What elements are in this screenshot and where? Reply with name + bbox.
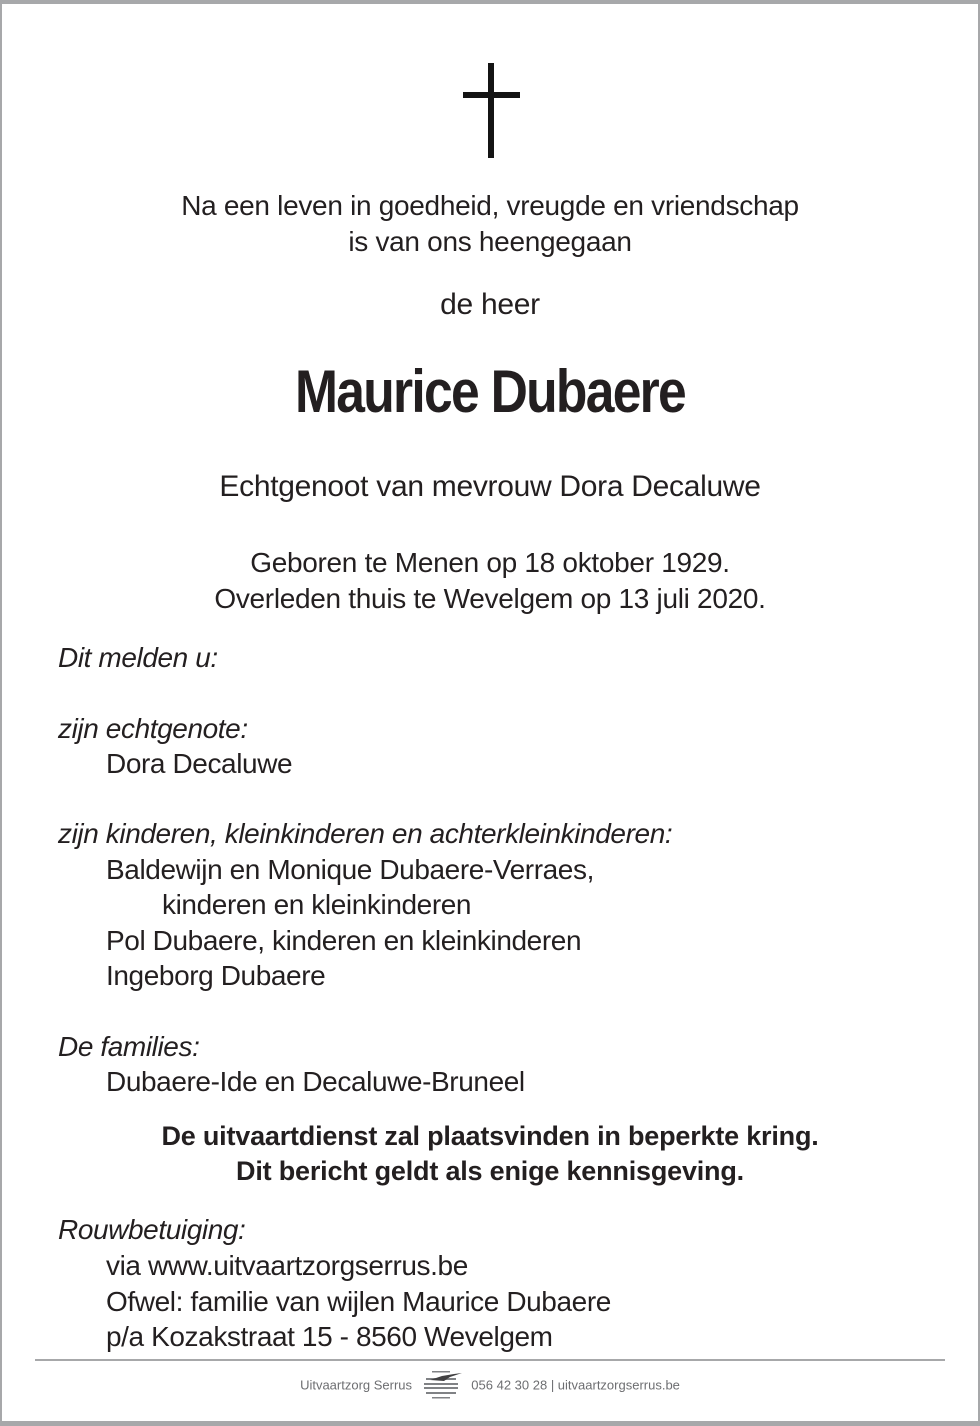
spouse-line: Echtgenoot van mevrouw Dora Decaluwe: [219, 470, 761, 503]
notice-line-1: De uitvaartdienst zal plaatsvinden in beperkte kring.: [161, 1121, 819, 1151]
child-line: kinderen en kleinkinderen: [162, 889, 472, 920]
footer-company: Uitvaartzorg Serrus: [300, 1377, 413, 1393]
spouse-label: zijn echtgenote:: [58, 713, 248, 744]
condolences-label: Rouwbetuiging:: [58, 1214, 246, 1245]
title-prefix: de heer: [440, 288, 540, 321]
intro-line-2: is van ons heengegaan: [348, 226, 632, 257]
child-line: Baldewijn en Monique Dubaere-Verraes,: [106, 854, 594, 885]
spouse-name: Dora Decaluwe: [106, 748, 293, 779]
notice-line-2: Dit bericht geldt als enige kennisgeving.: [236, 1156, 744, 1186]
birth-line: Geboren te Menen op 18 oktober 1929.: [250, 547, 730, 578]
death-line: Overleden thuis te Wevelgem op 13 juli 2020.: [214, 583, 766, 614]
children-label: zijn kinderen, kleinkinderen en achterkleinkinderen:: [58, 818, 673, 849]
deceased-name: Maurice Dubaere: [294, 358, 686, 425]
condolences-line: Ofwel: familie van wijlen Maurice Dubaere: [106, 1286, 611, 1317]
intro-line-1: Na een leven in goedheid, vreugde en vriendschap: [181, 190, 799, 221]
families-names: Dubaere-Ide en Decaluwe-Bruneel: [106, 1066, 525, 1097]
condolences-line: via www.uitvaartzorgserrus.be: [106, 1250, 468, 1281]
child-line: Ingeborg Dubaere: [106, 960, 326, 991]
condolences-line: p/a Kozakstraat 15 - 8560 Wevelgem: [106, 1321, 553, 1352]
footer: [0, 1368, 980, 1402]
families-label: De families:: [58, 1031, 200, 1062]
footer-divider: [35, 1359, 945, 1361]
child-line: Pol Dubaere, kinderen en kleinkinderen: [106, 925, 582, 956]
footer-contact: 056 42 30 28 | uitvaartzorgserrus.be: [471, 1377, 680, 1393]
announcers-heading: Dit melden u:: [58, 642, 218, 673]
seagull-logo-icon: [420, 1368, 464, 1402]
